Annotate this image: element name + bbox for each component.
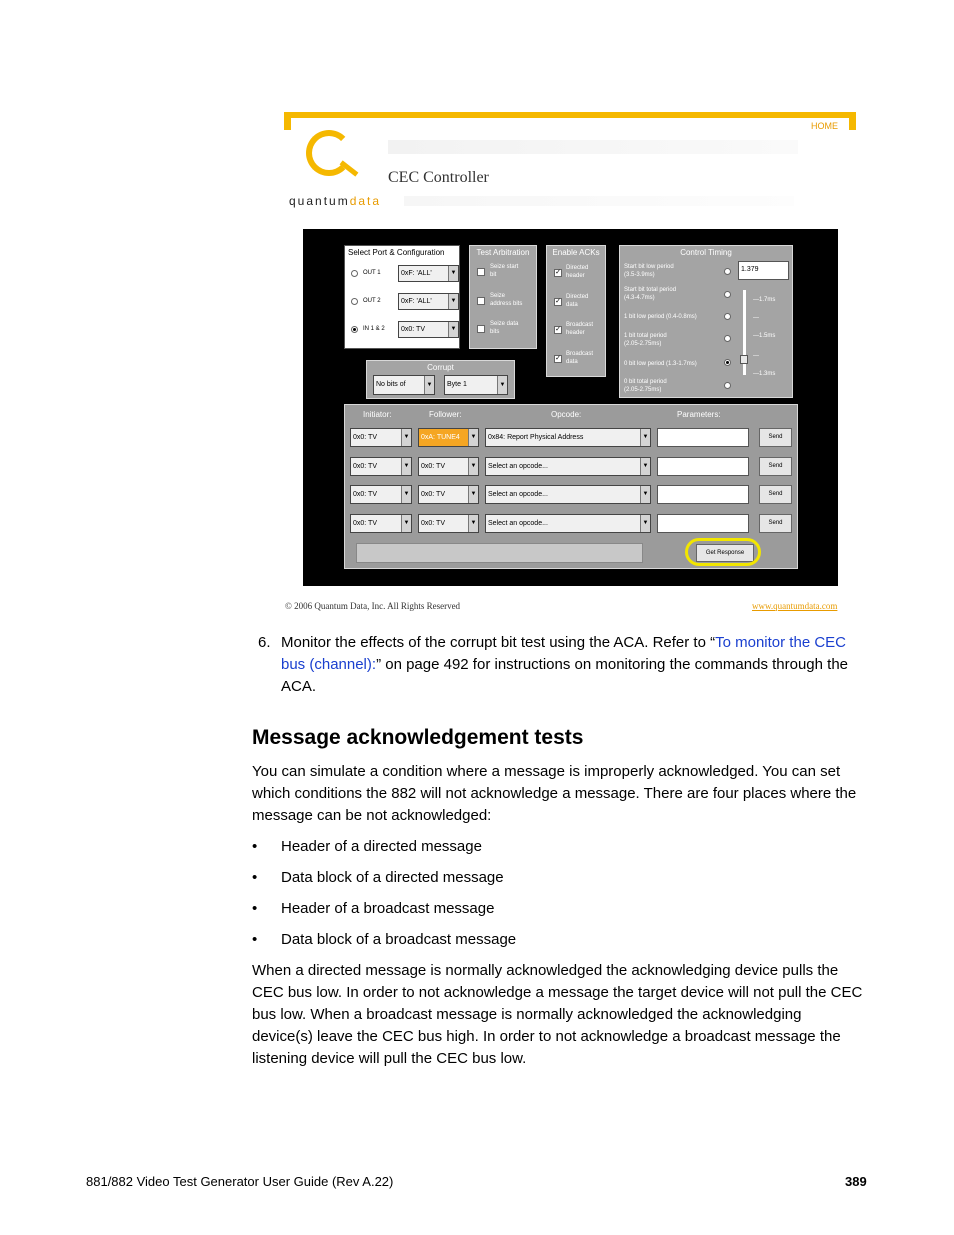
port-config-title: Select Port & Configuration: [348, 248, 445, 257]
follower-select[interactable]: [418, 457, 479, 476]
step-text: [281, 632, 869, 698]
checkbox-label: [566, 321, 593, 337]
logo-prefix: quantum: [289, 194, 350, 208]
slider-handle[interactable]: [740, 355, 748, 364]
ack-directed-header-checkbox[interactable]: ✓: [555, 269, 561, 276]
scale-label: —1.7ms: [753, 297, 776, 303]
header-bar-left: [284, 112, 291, 130]
scale-value: 1.5ms: [759, 333, 776, 339]
step-text-after: ” on page 492 for instructions on monitoring the commands through the ACA.: [281, 656, 849, 695]
app-title: CEC Controller: [388, 169, 489, 186]
scale-tick: —: [753, 353, 759, 359]
chevron-down-icon: ▼: [424, 376, 434, 394]
initiator-value: 0x0: TV: [353, 434, 377, 441]
label-line: Directed: [566, 294, 589, 300]
follower-select[interactable]: [418, 514, 479, 533]
seize-start-checkbox[interactable]: [477, 268, 485, 276]
port-label: IN 1 & 2: [363, 326, 385, 332]
bullet-icon: •: [252, 838, 258, 855]
response-field[interactable]: [356, 543, 643, 563]
port-label: OUT 1: [363, 270, 381, 276]
header-bar-right: [849, 112, 856, 130]
label-line: (2.05-2.75ms): [624, 387, 662, 393]
label-line: 1 bit total period: [624, 333, 667, 339]
home-link[interactable]: HOME: [811, 121, 838, 131]
control-timing-title: Control Timing: [680, 248, 732, 257]
parameters-input[interactable]: [657, 514, 749, 533]
opcode-select[interactable]: [485, 485, 651, 504]
label-line: header: [566, 330, 585, 336]
port-select-value: 0xF: 'ALL': [401, 298, 432, 305]
timing-radio[interactable]: [724, 335, 731, 342]
port-radio-out2[interactable]: [351, 298, 358, 305]
initiator-value: 0x0: TV: [353, 491, 377, 498]
highlight-circle: [685, 538, 761, 566]
timing-radio[interactable]: [724, 268, 731, 275]
test-arbitration-title: Test Arbitration: [476, 248, 530, 257]
initiator-value: 0x0: TV: [353, 463, 377, 470]
port-select-value: 0x0: TV: [401, 326, 425, 333]
chevron-down-icon: ▼: [401, 429, 411, 446]
chevron-down-icon: ▼: [448, 266, 458, 281]
list-item-text: Data block of a broadcast message: [281, 931, 517, 948]
opcode-value: 0x84: Report Physical Address: [488, 434, 584, 441]
message-panel: [344, 404, 798, 569]
opcode-value: Select an opcode...: [488, 520, 548, 527]
chevron-down-icon: ▼: [497, 376, 507, 394]
label-line: (4.3-4.7ms): [624, 295, 655, 301]
follower-select[interactable]: [418, 428, 479, 447]
label-line: Start bit low period: [624, 264, 674, 270]
checkbox-label: [490, 292, 522, 308]
label-line: Seize: [490, 293, 506, 299]
scale-value: 1.7ms: [759, 297, 776, 303]
label-line: Start bit total period: [624, 287, 677, 293]
chevron-down-icon: ▼: [401, 458, 411, 475]
initiator-select[interactable]: [350, 428, 412, 447]
port-label: OUT 2: [363, 298, 381, 304]
port-select-out1[interactable]: [398, 265, 459, 282]
scale-value: 1.3ms: [759, 371, 776, 377]
follower-header: Follower:: [429, 410, 462, 419]
closing-paragraph: When a directed message is normally acknowledged the acknowledging device pulls the CEC bus low. In order to not acknowledge a message the target device will not pull the CEC bus low. When a broadcast message is normally acknowledged the acknowledging device(s) leave the CEC bus high. In order to not acknowledge a broadcast message the listening device will pull the CEC bus low.: [252, 962, 863, 1067]
intro-paragraph: You can simulate a condition where a message is improperly acknowledged. You can set which conditions the 882 will not acknowledge a message. There are four places where the message can be not acknowledged:: [252, 763, 857, 824]
timing-label: 0 bit low period (1.3-1.7ms): [624, 361, 697, 367]
initiator-select[interactable]: [350, 514, 412, 533]
label-line: (2.05-2.75ms): [624, 341, 662, 347]
port-select-out2[interactable]: [398, 293, 459, 310]
follower-select[interactable]: [418, 485, 479, 504]
corrupt-byte-value: Byte 1: [447, 381, 467, 388]
faded-banner: [388, 140, 798, 154]
chevron-down-icon: ▼: [640, 486, 650, 503]
port-radio-in12[interactable]: [351, 326, 358, 333]
bullet-icon: •: [252, 931, 258, 948]
port-radio-out1[interactable]: [351, 270, 358, 277]
chevron-down-icon: ▼: [468, 515, 478, 532]
chevron-down-icon: ▼: [640, 458, 650, 475]
parameters-input[interactable]: [657, 485, 749, 504]
chevron-down-icon: ▼: [468, 458, 478, 475]
checkbox-label: [490, 263, 518, 279]
cec-controller-screenshot: [284, 112, 856, 614]
enable-acks-title: Enable ACKs: [552, 248, 600, 257]
label-line: Seize data: [490, 321, 519, 327]
timing-radio[interactable]: [724, 291, 731, 298]
corrupt-title: Corrupt: [427, 363, 454, 372]
label-line: Seize start: [490, 264, 519, 270]
faded-banner-2: [404, 196, 794, 206]
corrupt-byte-select[interactable]: [444, 375, 508, 395]
parameters-header: Parameters:: [677, 410, 721, 419]
chevron-down-icon: ▼: [448, 322, 458, 337]
label-line: bit: [490, 272, 497, 278]
checkbox-label: [566, 350, 593, 366]
chevron-down-icon: ▼: [640, 515, 650, 532]
footer-title: 881/882 Video Test Generator User Guide (Rev A.22): [86, 1174, 394, 1189]
label-line: (3.5-3.9ms): [624, 272, 655, 278]
label-line: data: [566, 302, 578, 308]
test-arbitration-panel: [469, 245, 537, 349]
ack-directed-data-checkbox[interactable]: ✓: [555, 298, 561, 305]
list-item-text: Data block of a directed message: [281, 869, 504, 886]
parameters-input[interactable]: [657, 428, 749, 447]
timing-radio[interactable]: [724, 382, 731, 389]
cross-reference-link[interactable]: To monitor the CEC bus (channel):: [281, 634, 846, 673]
timing-radio[interactable]: [724, 359, 731, 366]
control-timing-panel: [619, 245, 793, 398]
page-number: 389: [845, 1174, 867, 1189]
port-select-in12[interactable]: [398, 321, 459, 338]
follower-value: 0x0: TV: [421, 463, 445, 470]
checkbox-label: [490, 320, 518, 336]
chevron-down-icon: ▼: [401, 515, 411, 532]
timing-label: [624, 263, 674, 279]
label-line: data: [566, 359, 578, 365]
initiator-select[interactable]: [350, 485, 412, 504]
seize-data-checkbox[interactable]: [477, 325, 485, 333]
label-line: 0 bit total period: [624, 379, 667, 385]
label-line: header: [566, 273, 585, 279]
parameters-input[interactable]: [657, 457, 749, 476]
chevron-down-icon: ▼: [468, 429, 478, 446]
section-heading: Message acknowledgement tests: [252, 726, 584, 749]
port-config-panel: [344, 245, 460, 349]
checkbox-label: [566, 293, 588, 309]
ack-broadcast-header-checkbox[interactable]: ✓: [555, 326, 561, 333]
timing-value-input[interactable]: 1.379: [738, 261, 789, 280]
scale-label: —1.5ms: [753, 333, 776, 339]
scale-label: —1.3ms: [753, 371, 776, 377]
logo-suffix: data: [349, 194, 382, 208]
follower-value: 0x0: TV: [421, 520, 445, 527]
send-button[interactable]: Send: [759, 514, 792, 533]
follower-value: 0x0: TV: [421, 491, 445, 498]
label-line: Broadcast: [566, 322, 594, 328]
initiator-header: Initiator:: [363, 410, 392, 419]
chevron-down-icon: ▼: [640, 429, 650, 446]
send-button[interactable]: Send: [759, 485, 792, 504]
chevron-down-icon: ▼: [448, 294, 458, 309]
opcode-value: Select an opcode...: [488, 463, 548, 470]
opcode-select[interactable]: [485, 457, 651, 476]
chevron-down-icon: ▼: [468, 486, 478, 503]
label-line: bits: [490, 329, 500, 335]
corrupt-bits-select[interactable]: [373, 375, 435, 395]
ack-broadcast-data-checkbox[interactable]: ✓: [555, 355, 561, 362]
timing-label: [624, 286, 676, 302]
send-button[interactable]: Send: [759, 428, 792, 447]
opcode-select[interactable]: [485, 514, 651, 533]
timing-label: 1 bit low period (0.4-0.8ms): [624, 314, 697, 320]
bullet-icon: •: [252, 900, 258, 917]
send-button[interactable]: Send: [759, 457, 792, 476]
corrupt-bits-value: No bits of: [376, 381, 406, 388]
corrupt-panel: [366, 360, 515, 399]
initiator-value: 0x0: TV: [353, 520, 377, 527]
bullet-icon: •: [252, 869, 258, 886]
scale-tick: —: [753, 315, 759, 321]
timing-label: [624, 332, 667, 348]
follower-value: 0xA: TUNE4: [421, 434, 460, 441]
timing-radio[interactable]: [724, 313, 731, 320]
port-select-value: 0xF: 'ALL': [401, 270, 432, 277]
opcode-header: Opcode:: [551, 410, 582, 419]
get-response-button[interactable]: Get Response: [696, 544, 754, 562]
chevron-down-icon: ▼: [401, 486, 411, 503]
cec-app-panel: [303, 229, 838, 586]
list-item-text: Header of a broadcast message: [281, 900, 495, 917]
copyright-text: © 2006 Quantum Data, Inc. All Rights Reserved: [285, 601, 461, 611]
website-link[interactable]: www.quantumdata.com: [752, 601, 838, 611]
initiator-select[interactable]: [350, 457, 412, 476]
timing-label: [624, 378, 667, 394]
list-item-text: Header of a directed message: [281, 838, 482, 855]
logo-wordmark: [289, 194, 381, 208]
step-number: 6.: [258, 634, 271, 651]
opcode-value: Select an opcode...: [488, 491, 548, 498]
seize-address-checkbox[interactable]: [477, 297, 485, 305]
label-line: Directed: [566, 265, 589, 271]
header-bar: [284, 112, 856, 118]
checkbox-label: [566, 264, 588, 280]
label-line: Broadcast: [566, 351, 594, 357]
enable-acks-panel: [546, 245, 606, 377]
step-text-before: Monitor the effects of the corrupt bit test using the ACA. Refer to “: [281, 634, 716, 651]
label-line: address bits: [490, 301, 523, 307]
opcode-select[interactable]: [485, 428, 651, 447]
